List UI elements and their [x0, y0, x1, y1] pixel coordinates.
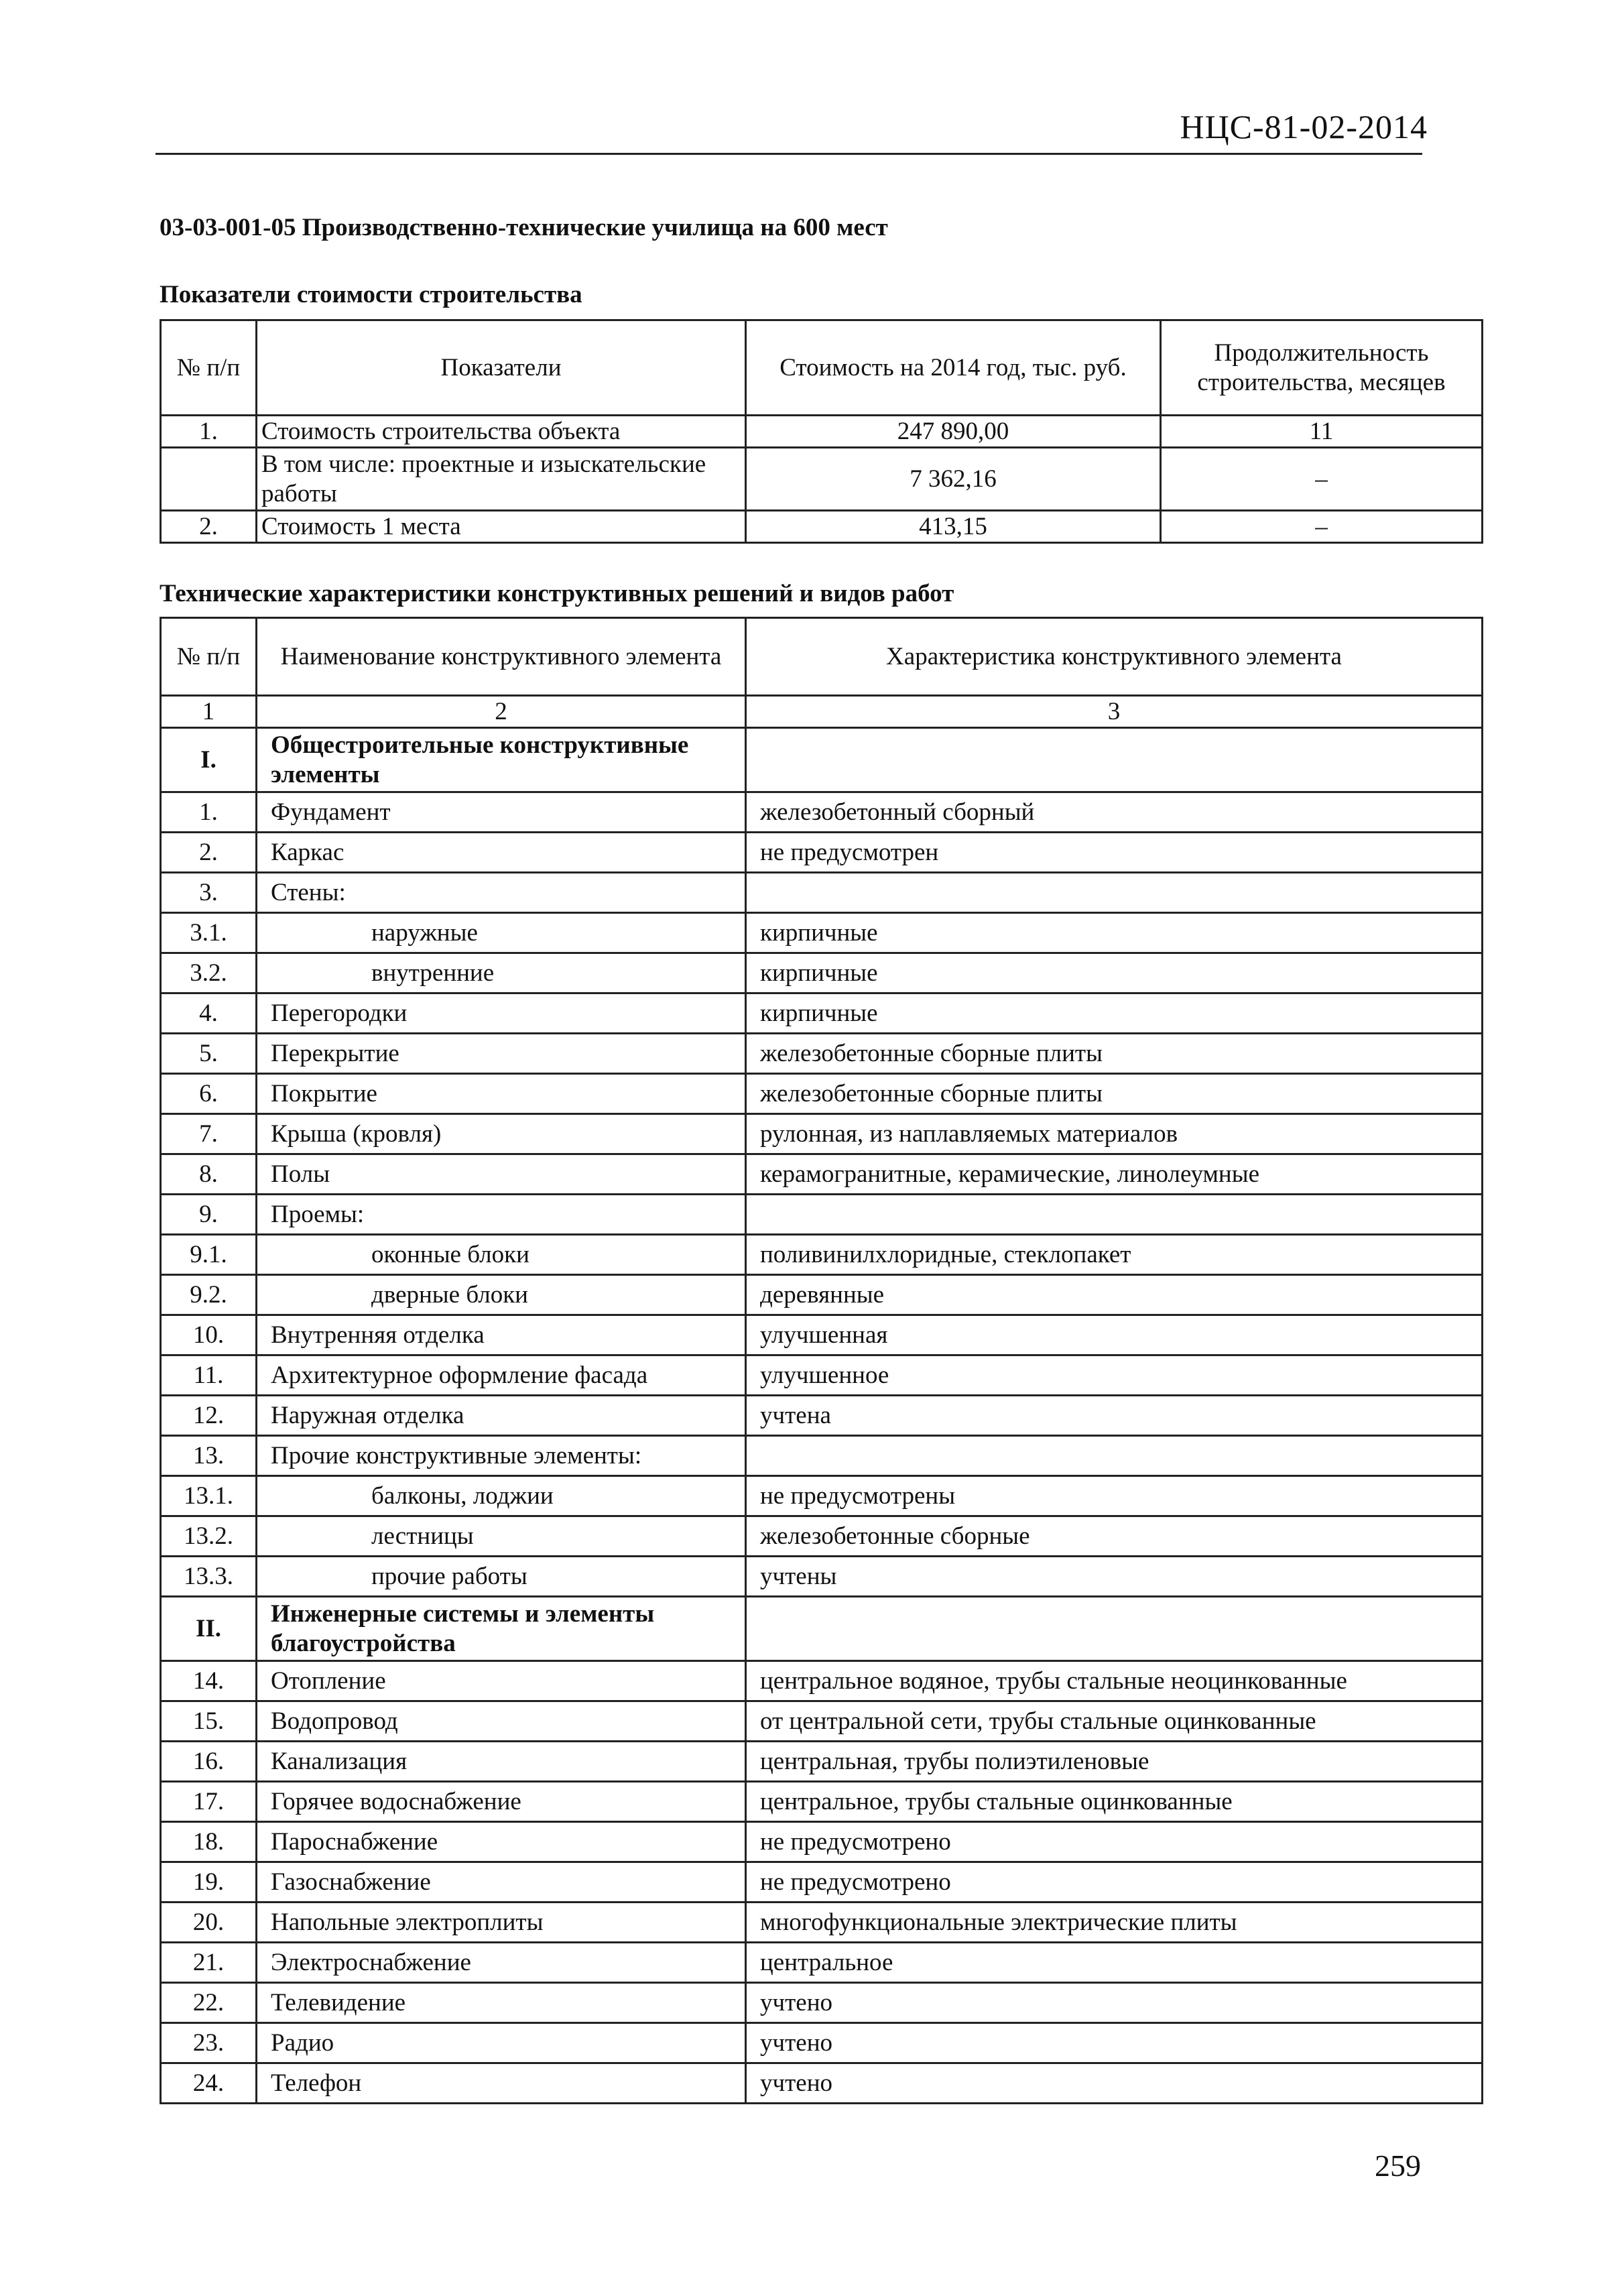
- element-name: Инженерные системы и элементы благоустройства: [257, 1597, 746, 1661]
- table-row: [161, 833, 1483, 873]
- tech-table-column-number-row: [161, 696, 1483, 728]
- table-row: [161, 1154, 1483, 1195]
- element-name: Электроснабжение: [257, 1943, 746, 1983]
- row-number: 2.: [161, 833, 257, 873]
- element-characteristic: учтено: [746, 2063, 1483, 2104]
- element-characteristic: кирпичные: [746, 913, 1483, 953]
- table-row: [161, 1235, 1483, 1275]
- row-number: 19.: [161, 1862, 257, 1902]
- row-number: 18.: [161, 1822, 257, 1862]
- element-name: Напольные электроплиты: [257, 1902, 746, 1943]
- row-number: 3.2.: [161, 953, 257, 993]
- element-name: Стены:: [257, 873, 746, 913]
- row-number: 1.: [161, 792, 257, 833]
- element-characteristic: керамогранитные, керамические, линолеумные: [746, 1154, 1483, 1195]
- row-number: 13.: [161, 1436, 257, 1476]
- element-characteristic: рулонная, из наплавляемых материалов: [746, 1114, 1483, 1154]
- element-name: Каркас: [257, 833, 746, 873]
- cost-row-name: В том числе: проектные и изыскательские работы: [257, 448, 746, 511]
- table-row: [161, 1114, 1483, 1154]
- element-name: Полы: [257, 1154, 746, 1195]
- column-number: 2: [257, 696, 746, 728]
- row-number: 13.2.: [161, 1516, 257, 1557]
- element-name: Телевидение: [257, 1983, 746, 2023]
- cost-row-name: Стоимость 1 места: [257, 511, 746, 543]
- header-divider: [155, 153, 1422, 155]
- element-characteristic: не предусмотрено: [746, 1822, 1483, 1862]
- table-row: [161, 1396, 1483, 1436]
- element-name: Крыша (кровля): [257, 1114, 746, 1154]
- column-number: 3: [746, 696, 1483, 728]
- row-number: I.: [161, 728, 257, 792]
- element-name: Наружная отделка: [257, 1396, 746, 1436]
- table-row: [161, 416, 1483, 448]
- table-row: [161, 511, 1483, 543]
- table-row: [161, 448, 1483, 511]
- row-number: 9.2.: [161, 1275, 257, 1315]
- table-row: [161, 1782, 1483, 1822]
- table-row: [161, 1862, 1483, 1902]
- table-row: [161, 993, 1483, 1034]
- row-number: 12.: [161, 1396, 257, 1436]
- cost-row-name: Стоимость строительства объекта: [257, 416, 746, 448]
- cost-row-duration: 11: [1161, 416, 1483, 448]
- element-name: Пароснабжение: [257, 1822, 746, 1862]
- row-number: 7.: [161, 1114, 257, 1154]
- table-row: [161, 953, 1483, 993]
- table-row: [161, 1476, 1483, 1516]
- element-characteristic: центральное, трубы стальные оцинкованные: [746, 1782, 1483, 1822]
- cost-table: [160, 319, 1483, 544]
- element-name: оконные блоки: [257, 1235, 746, 1275]
- cost-row-num: 1.: [161, 416, 257, 448]
- element-name: внутренние: [257, 953, 746, 993]
- tech-table-header-row: [161, 618, 1483, 696]
- tech-table: [160, 617, 1483, 2104]
- element-characteristic: деревянные: [746, 1275, 1483, 1315]
- row-number: 9.: [161, 1195, 257, 1235]
- table-row: [161, 1436, 1483, 1476]
- tech-section-title: Технические характеристики конструктивных решений и видов работ: [160, 580, 954, 607]
- element-characteristic: [746, 873, 1483, 913]
- cost-row-num: 2.: [161, 511, 257, 543]
- element-name: наружные: [257, 913, 746, 953]
- row-number: 16.: [161, 1742, 257, 1782]
- element-characteristic: [746, 1195, 1483, 1235]
- element-characteristic: улучшенная: [746, 1315, 1483, 1355]
- element-name: дверные блоки: [257, 1275, 746, 1315]
- element-name: Общестроительные конструктивные элементы: [257, 728, 746, 792]
- element-name: Горячее водоснабжение: [257, 1782, 746, 1822]
- element-characteristic: железобетонные сборные плиты: [746, 1034, 1483, 1074]
- table-row: [161, 1275, 1483, 1315]
- row-number: II.: [161, 1597, 257, 1661]
- document-title: 03-03-001-05 Производственно-технические училища на 600 мест: [160, 214, 888, 241]
- table-row: [161, 1516, 1483, 1557]
- element-characteristic: учтено: [746, 2023, 1483, 2063]
- element-name: Телефон: [257, 2063, 746, 2104]
- element-name: лестницы: [257, 1516, 746, 1557]
- element-characteristic: железобетонные сборные: [746, 1516, 1483, 1557]
- element-characteristic: от центральной сети, трубы стальные оцинкованные: [746, 1701, 1483, 1742]
- element-name: Отопление: [257, 1661, 746, 1701]
- element-name: Фундамент: [257, 792, 746, 833]
- cost-row-num: [161, 448, 257, 511]
- element-characteristic: не предусмотрено: [746, 1862, 1483, 1902]
- element-name: Газоснабжение: [257, 1862, 746, 1902]
- element-characteristic: [746, 1597, 1483, 1661]
- element-name: Водопровод: [257, 1701, 746, 1742]
- table-row: [161, 1557, 1483, 1597]
- element-characteristic: кирпичные: [746, 953, 1483, 993]
- element-characteristic: поливинилхлоридные, стеклопакет: [746, 1235, 1483, 1275]
- table-row: [161, 1034, 1483, 1074]
- element-characteristic: многофункциональные электрические плиты: [746, 1902, 1483, 1943]
- row-number: 4.: [161, 993, 257, 1034]
- element-characteristic: центральное: [746, 1943, 1483, 1983]
- element-characteristic: кирпичные: [746, 993, 1483, 1034]
- row-number: 5.: [161, 1034, 257, 1074]
- cost-header-num: № п/п: [161, 320, 257, 416]
- cost-row-duration: –: [1161, 511, 1483, 543]
- page-number: 259: [1375, 2149, 1421, 2183]
- element-name: прочие работы: [257, 1557, 746, 1597]
- table-row: [161, 792, 1483, 833]
- row-number: 11.: [161, 1355, 257, 1396]
- table-row: [161, 1661, 1483, 1701]
- cost-header-cost: Стоимость на 2014 год, тыс. руб.: [746, 320, 1161, 416]
- table-row: [161, 1701, 1483, 1742]
- element-characteristic: [746, 728, 1483, 792]
- row-number: 21.: [161, 1943, 257, 1983]
- element-name: Прочие конструктивные элементы:: [257, 1436, 746, 1476]
- table-row: [161, 1902, 1483, 1943]
- element-characteristic: центральная, трубы полиэтиленовые: [746, 1742, 1483, 1782]
- table-row: [161, 2063, 1483, 2104]
- cost-header-indicator: Показатели: [257, 320, 746, 416]
- row-number: 14.: [161, 1661, 257, 1701]
- row-number: 13.1.: [161, 1476, 257, 1516]
- table-row: [161, 1822, 1483, 1862]
- element-name: Канализация: [257, 1742, 746, 1782]
- tech-header-num: № п/п: [161, 618, 257, 696]
- table-row: [161, 913, 1483, 953]
- tech-header-characteristic: Характеристика конструктивного элемента: [746, 618, 1483, 696]
- row-number: 17.: [161, 1782, 257, 1822]
- cost-row-cost: 413,15: [746, 511, 1161, 543]
- section-header-row: [161, 728, 1483, 792]
- element-characteristic: центральное водяное, трубы стальные неоцинкованные: [746, 1661, 1483, 1701]
- row-number: 13.3.: [161, 1557, 257, 1597]
- row-number: 6.: [161, 1074, 257, 1114]
- table-row: [161, 1195, 1483, 1235]
- element-name: Архитектурное оформление фасада: [257, 1355, 746, 1396]
- element-name: Проемы:: [257, 1195, 746, 1235]
- element-characteristic: не предусмотрен: [746, 833, 1483, 873]
- cost-row-cost: 247 890,00: [746, 416, 1161, 448]
- table-row: [161, 1943, 1483, 1983]
- table-row: [161, 1074, 1483, 1114]
- table-row: [161, 1742, 1483, 1782]
- table-row: [161, 873, 1483, 913]
- cost-table-header-row: [161, 320, 1483, 416]
- row-number: 15.: [161, 1701, 257, 1742]
- section-header-row: [161, 1597, 1483, 1661]
- column-number: 1: [161, 696, 257, 728]
- cost-section-title: Показатели стоимости строительства: [160, 281, 582, 308]
- element-name: балконы, лоджии: [257, 1476, 746, 1516]
- row-number: 24.: [161, 2063, 257, 2104]
- table-row: [161, 1355, 1483, 1396]
- element-name: Перекрытие: [257, 1034, 746, 1074]
- document-code: НЦС-81-02-2014: [1180, 108, 1428, 145]
- row-number: 22.: [161, 1983, 257, 2023]
- element-characteristic: учтены: [746, 1557, 1483, 1597]
- table-row: [161, 1315, 1483, 1355]
- element-characteristic: [746, 1436, 1483, 1476]
- element-characteristic: железобетонный сборный: [746, 792, 1483, 833]
- row-number: 20.: [161, 1902, 257, 1943]
- tech-header-element: Наименование конструктивного элемента: [257, 618, 746, 696]
- row-number: 23.: [161, 2023, 257, 2063]
- cost-row-duration: –: [1161, 448, 1483, 511]
- row-number: 10.: [161, 1315, 257, 1355]
- element-name: Перегородки: [257, 993, 746, 1034]
- row-number: 9.1.: [161, 1235, 257, 1275]
- element-characteristic: учтено: [746, 1983, 1483, 2023]
- row-number: 8.: [161, 1154, 257, 1195]
- cost-row-cost: 7 362,16: [746, 448, 1161, 511]
- element-characteristic: учтена: [746, 1396, 1483, 1436]
- element-characteristic: не предусмотрены: [746, 1476, 1483, 1516]
- element-characteristic: железобетонные сборные плиты: [746, 1074, 1483, 1114]
- element-name: Покрытие: [257, 1074, 746, 1114]
- row-number: 3.1.: [161, 913, 257, 953]
- element-characteristic: улучшенное: [746, 1355, 1483, 1396]
- element-name: Внутренняя отделка: [257, 1315, 746, 1355]
- cost-header-duration: Продолжительность строительства, месяцев: [1161, 320, 1483, 416]
- table-row: [161, 2023, 1483, 2063]
- row-number: 3.: [161, 873, 257, 913]
- element-name: Радио: [257, 2023, 746, 2063]
- table-row: [161, 1983, 1483, 2023]
